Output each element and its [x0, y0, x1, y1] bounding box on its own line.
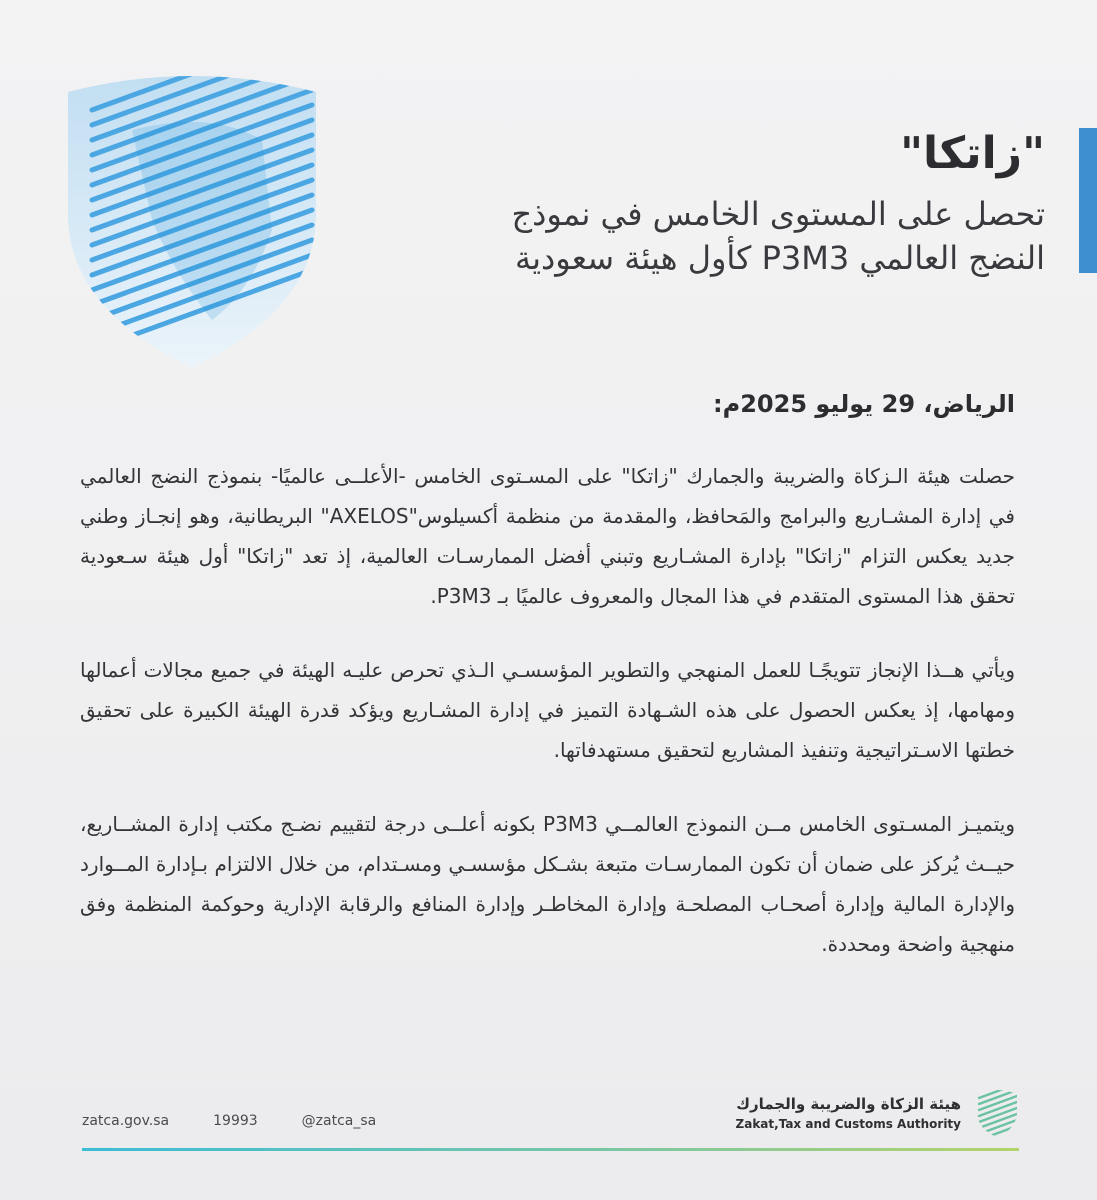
page-title: "زاتكا" — [900, 128, 1045, 179]
logo-text — [736, 1093, 961, 1133]
paragraph-2: ويأتي هــذا الإنجاز تتويجًـا للعمل المنهجي والتطوير المؤسسـي الـذي تحرص عليـه الهيئة في جميع مجالات أعمالها ومهامها، إذ يعكس الحصول على هذه الشـهادة التميز في إدارة المشـاريع ويؤكد قدرة الهيئة الكبيرة على تحقيق خطتها الاسـتراتيجية وتنفيذ المشاريع لتحقيق مستهدفاتها. — [80, 658, 1015, 762]
footer-logo — [736, 1088, 1019, 1138]
title-block — [405, 126, 1045, 280]
article-body — [80, 378, 1015, 998]
paragraph-3: ويتميـز المسـتوى الخامس مــن النموذج العالمــي P3M3 بكونه أعلــى درجة لتقييم نضـج مكتب إدارة المشــاريع، حيــث يُركز على ضمان أن تكون الممارسـات متبعة بشـكل مؤسسـي ومسـتدام، من خلال الالتزام بـإدارة المــوارد والإدارة المالية وإدارة أصحـاب المصلحـة وإدارة المخاطـر وإدارة المنافع والرقابة الإدارية وحوكمة المنظمة وفق منهجية واضحة ومحددة. — [80, 812, 1016, 956]
website-link[interactable]: zatca.gov.sa — [82, 1113, 170, 1129]
subtitle-line-2: النضج العالمي P3M3 كأول هيئة سعودية — [514, 239, 1045, 277]
phone-number[interactable]: 19993 — [213, 1113, 258, 1129]
logo-arabic-name: هيئة الزكاة والضريبة والجمارك — [736, 1095, 961, 1113]
logo-english-name: Zakat,Tax and Customs Authority — [735, 1117, 961, 1131]
footer-contacts — [82, 1113, 376, 1129]
social-handle[interactable]: @zatca_sa — [301, 1113, 377, 1129]
zatca-logo-icon — [975, 1088, 1019, 1138]
paragraph-1: حصلت هيئة الـزكاة والضريبة والجمارك "زاتكا" على المسـتوى الخامس -الأعلــى عالميًا- بنموذج النضج العالمي في إدارة المشـاريع والبرامج والمَحافظ، والمقدمة من منظمة أكسيلوس"AXELOS" البريطانية، وهو إنجـاز وطني جديد يعكس التزام "زاتكا" بإدارة المشـاريع وتبني أفضل الممارسـات العالمية، إذ تعد "زاتكا" أول هيئة سـعودية تحقق هذا المستوى المتقدم في هذا المجال والمعروف عالميًا بـ P3M3. — [80, 464, 1015, 608]
dateline: الرياض، 29 يوليو 2025م: — [713, 390, 1015, 418]
subtitle-line-1: تحصل على المستوى الخامس في نموذج — [511, 195, 1045, 233]
shield-graphic-icon — [62, 70, 322, 370]
footer-divider — [82, 1148, 1019, 1151]
accent-bar — [1079, 128, 1097, 273]
